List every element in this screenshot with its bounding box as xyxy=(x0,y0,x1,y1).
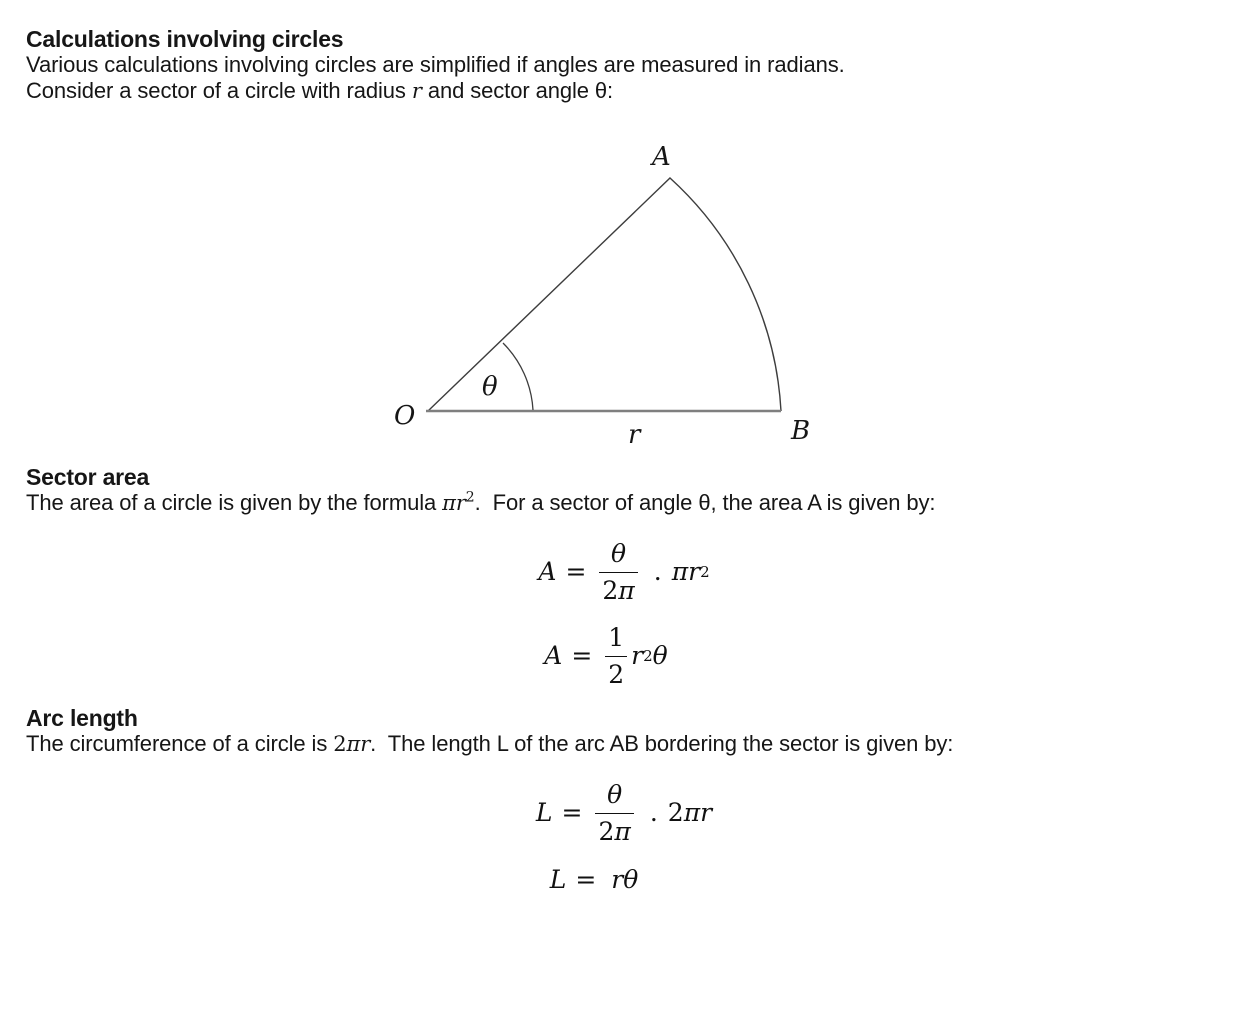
radius-symbol: r xyxy=(411,79,422,103)
f2-theta: θ xyxy=(652,641,668,671)
sector-area-heading: Sector area xyxy=(26,464,150,490)
two-inline: 2 xyxy=(333,732,347,756)
f3-numerator: θ xyxy=(607,780,623,809)
f1-lhs: A xyxy=(538,557,557,587)
sector-definition-paragraph xyxy=(0,78,1240,104)
sector-area-formula-2: A = $\frac{1}{2}$ r 2 θ xyxy=(544,623,668,689)
f4-lhs: L xyxy=(549,865,567,894)
f2-equals: = xyxy=(571,641,593,671)
arc-length-paragraph xyxy=(0,731,1240,757)
f3-r: r xyxy=(700,798,713,828)
sector-area-formula-1: A = $\frac{\theta}{2\pi}$ . π r 2 xyxy=(538,539,710,605)
f4-equals: = xyxy=(575,865,597,894)
radius-label-r: r xyxy=(628,420,641,447)
f1-r: r xyxy=(688,557,701,587)
arc-length-heading: Arc length xyxy=(26,705,138,731)
arc-length-formula-2 xyxy=(0,866,1214,894)
f1-numerator: θ xyxy=(611,539,627,568)
f3-fraction xyxy=(595,781,633,845)
arc-length-pre: The circumference of a circle is xyxy=(26,731,334,756)
f2-numerator: 1 xyxy=(608,623,625,652)
f3-equals: = xyxy=(561,798,583,828)
arc-length-post: . The length L of the arc AB bordering the sector is given by: xyxy=(370,731,954,756)
f1-pi: π xyxy=(671,557,689,587)
sector-area-post: . For a sector of angle θ, the area A is given by: xyxy=(474,490,936,515)
f3-two: 2 xyxy=(667,798,684,828)
intro-paragraph: Various calculations involving circles are simplified if angles are measured in radians. xyxy=(26,52,845,77)
f3-lhs: L xyxy=(535,798,553,828)
point-label-o: O xyxy=(394,401,416,431)
f2-denominator: 2 xyxy=(605,656,627,689)
f2-r: r xyxy=(631,641,644,671)
f1-equals: = xyxy=(565,557,587,587)
f3-multiplication-dot: . xyxy=(649,798,658,828)
point-label-a: A xyxy=(652,142,671,172)
f4-r: r xyxy=(611,865,624,894)
sector-area-pre: The area of a circle is given by the formula xyxy=(26,490,443,515)
sector-definition-pre: Consider a sector of a circle with radius xyxy=(26,78,412,103)
f1-fraction xyxy=(599,540,637,604)
angle-label-theta: θ xyxy=(482,372,498,402)
f1-multiplication-dot: . xyxy=(653,557,662,587)
f3-denominator: 2π xyxy=(595,813,633,846)
point-label-b: B xyxy=(791,416,811,446)
sector-area-paragraph xyxy=(0,490,1240,516)
f2-lhs: A xyxy=(544,641,563,671)
sector-outline xyxy=(428,178,781,411)
pi-r-inline: πr xyxy=(442,491,466,515)
sector-diagram xyxy=(380,137,830,447)
pi-r-inline-arc: πr xyxy=(346,732,371,756)
f4-theta: θ xyxy=(623,865,639,894)
page-title: Calculations involving circles xyxy=(26,26,344,52)
sector-diagram-svg xyxy=(380,137,830,447)
sector-definition-post: and sector angle θ: xyxy=(421,78,614,103)
f2-fraction xyxy=(605,624,627,688)
f1-denominator: 2π xyxy=(599,572,637,605)
angle-arc xyxy=(503,343,533,410)
pi-r-inline-exponent: 2 xyxy=(465,489,475,506)
f3-pi: π xyxy=(683,798,701,828)
arc-length-formula-1 xyxy=(4,781,1240,845)
